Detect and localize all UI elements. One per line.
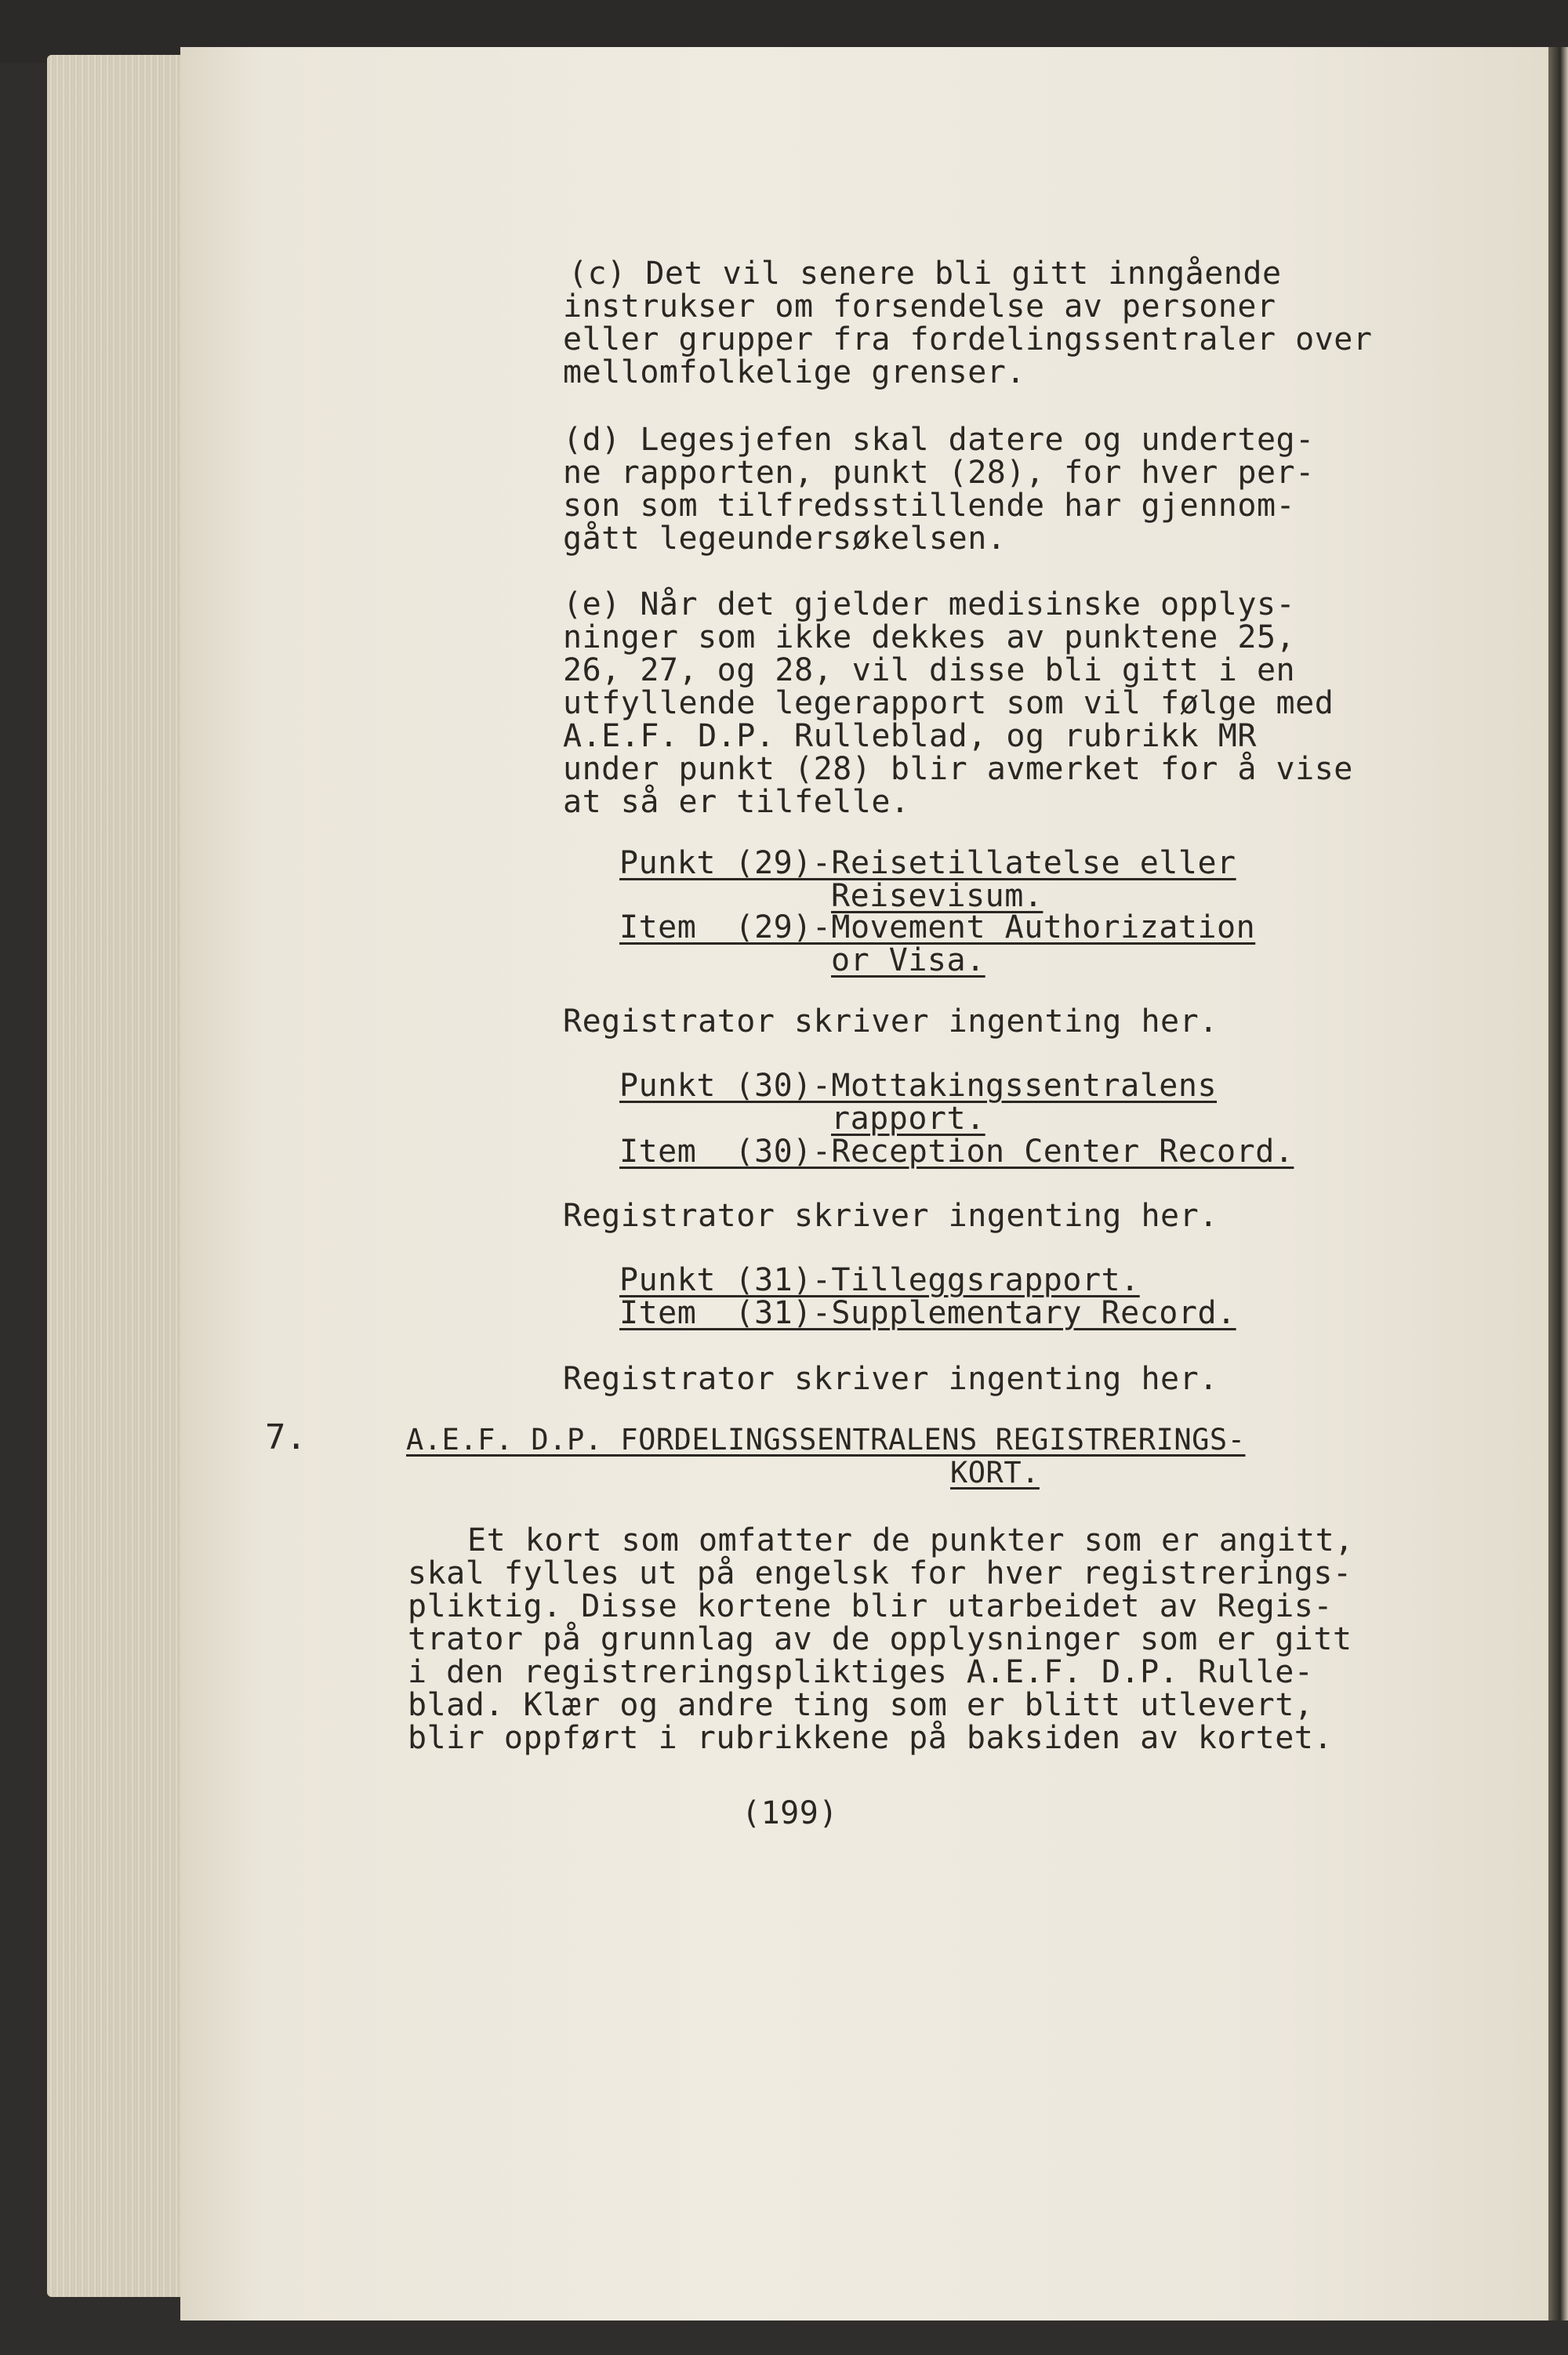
item-heading-line: Punkt (29)-Reisetillatelse eller	[619, 845, 1236, 881]
text-line: (c) Det vil senere bli gitt inngående	[568, 256, 1282, 292]
text-line: skal fylles ut på engelsk for hver registrerings-	[408, 1555, 1352, 1591]
book-page-edges	[47, 55, 188, 2297]
text-line: son som tilfredsstillende har gjennom-	[563, 488, 1296, 524]
text-line: instrukser om forsendelse av personer	[563, 288, 1276, 325]
text-line: 26, 27, og 28, vil disse bli gitt i en	[563, 652, 1296, 688]
registrator-note: Registrator skriver ingenting her.	[563, 1198, 1218, 1234]
registrator-note: Registrator skriver ingenting her.	[563, 1003, 1218, 1040]
item-heading-line: Item (29)-Movement Authorization	[619, 909, 1256, 945]
registrator-note: Registrator skriver ingenting her.	[563, 1361, 1218, 1397]
text-line: A.E.F. D.P. Rulleblad, og rubrikk MR	[563, 718, 1257, 754]
item-heading-line: Punkt (31)-Tilleggsrapport.	[619, 1262, 1140, 1298]
section-title-line: A.E.F. D.P. FORDELINGSSENTRALENS REGISTRERINGS-	[406, 1423, 1246, 1457]
text-line: blir oppført i rubrikkene på baksiden av kortet.	[408, 1720, 1333, 1756]
text-line: pliktig. Disse kortene blir utarbeidet av Regis-	[408, 1588, 1333, 1624]
page-number: (199)	[742, 1795, 838, 1831]
text-line: eller grupper fra fordelingssentraler over	[563, 321, 1373, 357]
section-title-line: KORT.	[950, 1456, 1040, 1490]
text-line: blad. Klær og andre ting som er blitt utlevert,	[408, 1687, 1314, 1723]
item-heading-line: Reisevisum.	[831, 878, 1044, 914]
text-line: at så er tilfelle.	[563, 784, 910, 820]
item-heading-line: Item (30)-Reception Center Record.	[619, 1134, 1294, 1170]
book-gutter	[1548, 47, 1568, 2321]
text-line: i den registreringspliktiges A.E.F. D.P. Rulle-	[408, 1654, 1314, 1690]
item-heading-line: Item (31)-Supplementary Record.	[619, 1295, 1236, 1331]
text-line: (d) Legesjefen skal datere og underteg-	[563, 422, 1315, 458]
text-line: under punkt (28) blir avmerket for å vise	[563, 751, 1353, 787]
text-line: utfyllende legerapport som vil følge med	[563, 685, 1334, 721]
text-line: (e) Når det gjelder medisinske opplys-	[563, 586, 1296, 622]
item-heading-line: rapport.	[831, 1101, 985, 1137]
text-line: gått legeundersøkelsen.	[563, 521, 1007, 557]
text-line: mellomfolkelige grenser.	[563, 354, 1025, 390]
item-heading-line: or Visa.	[831, 942, 985, 978]
section-number: 7.	[265, 1417, 307, 1457]
item-heading-line: Punkt (30)-Mottakingssentralens	[619, 1068, 1218, 1104]
text-line: ne rapporten, punkt (28), for hver per-	[563, 455, 1315, 491]
text-line: trator på grunnlag av de opplysninger som er gitt	[408, 1621, 1352, 1657]
text-line: ninger som ikke dekkes av punktene 25,	[563, 619, 1296, 655]
text-line: Et kort som omfatter de punkter som er angitt,	[467, 1522, 1354, 1559]
